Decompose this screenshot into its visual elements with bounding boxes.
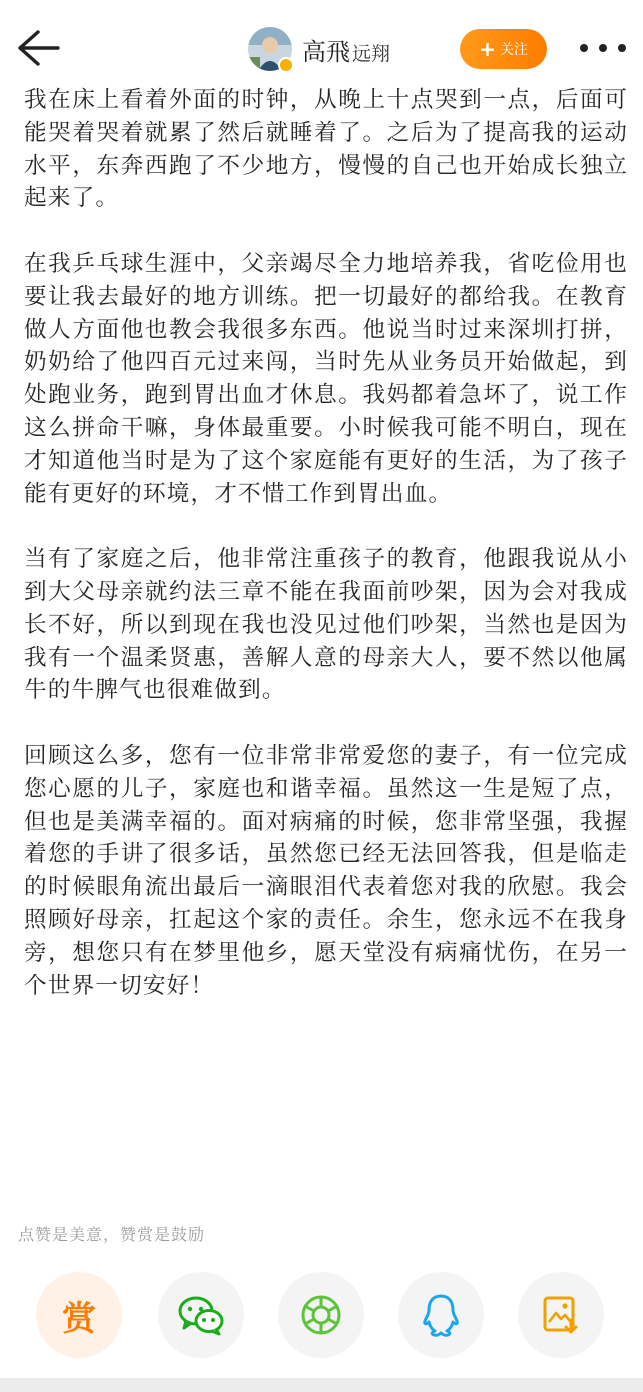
plus-icon: +	[479, 37, 496, 61]
wechat-icon	[177, 1294, 225, 1336]
share-qq-button[interactable]	[398, 1272, 484, 1358]
reward-button[interactable]	[36, 1272, 122, 1358]
more-options-button[interactable]	[580, 38, 626, 58]
author-signature: 远翔	[352, 42, 391, 65]
author-name-text: 高飛	[302, 37, 350, 66]
save-image-icon	[541, 1294, 581, 1336]
bottom-divider	[0, 1378, 643, 1392]
author-info[interactable]	[248, 26, 390, 72]
paragraph-4: 回顾这么多，您有一位非常非常爱您的妻子，有一位完成您心愿的儿子，家庭也和谐幸福。虽然这一生是短了点，但也是美满幸福的。面对病痛的时候，您非常坚强，我握着您的手讲了很多话，虽然您已经无法回答我，但是临走的时候眼角流出最后一滴眼泪代表着您对我的欣慰。我会照顾好母亲，扛起这个家的责任。余生，您永远不在我身旁，想您只有在梦里他乡，愿天堂没有病痛忧伤，在另一个世界一切安好！	[24, 742, 628, 999]
more-dots-icon	[580, 44, 588, 52]
save-image-button[interactable]	[518, 1272, 604, 1358]
paragraph-2: 在我乒乓球生涯中，父亲竭尽全力地培养我，省吃俭用也要让我去最好的地方训练。把一切最好的都给我。在教育做人方面他也教会我很多东西。他说当时过来深圳打拼，奶奶给了他四百元过来闯，当时先从业务员开始做起，到处跑业务，跑到胃出血才休息。我妈都着急坏了，说工作这么拼命干嘛，身体最重要。小时候我可能不明白，现在才知道他当时是为了这个家庭能有更好的生活，为了孩子能有更好的环境，才不惜工作到胃出血。	[24, 250, 628, 507]
back-button[interactable]	[14, 26, 62, 70]
share-wechat-button[interactable]	[158, 1272, 244, 1358]
article-body	[24, 84, 628, 1002]
follow-button[interactable]	[460, 29, 547, 69]
share-moments-button[interactable]	[278, 1272, 364, 1358]
avatar[interactable]	[248, 27, 292, 71]
verified-badge-icon	[278, 57, 294, 73]
arrow-left-icon	[14, 26, 62, 70]
qq-icon	[421, 1292, 461, 1338]
paragraph-1: 我在床上看着外面的时钟，从晚上十点哭到一点，后面可能哭着哭着就累了然后就睡着了。之后为了提高我的运动水平，东奔西跑了不少地方，慢慢的自己也开始成长独立起来了。	[24, 87, 628, 212]
reward-hint: 点赞是美意，赞赏是鼓励	[18, 1225, 206, 1244]
more-dots-icon	[599, 44, 607, 52]
top-bar	[0, 0, 643, 92]
moments-icon	[299, 1293, 343, 1337]
more-dots-icon	[618, 44, 626, 52]
follow-label: 关注	[499, 42, 528, 58]
paragraph-3: 当有了家庭之后，他非常注重孩子的教育，他跟我说从小到大父母亲就约法三章不能在我面前吵架，因为会对我成长不好，所以到现在我也没见过他们吵架，当然也是因为我有一个温柔贤惠，善解人意的母亲大人，要不然以他属牛的牛脾气也很难做到。	[24, 546, 628, 704]
author-name[interactable]	[302, 32, 390, 67]
share-bar	[0, 1262, 643, 1362]
reward-label: 赏	[62, 1298, 96, 1339]
